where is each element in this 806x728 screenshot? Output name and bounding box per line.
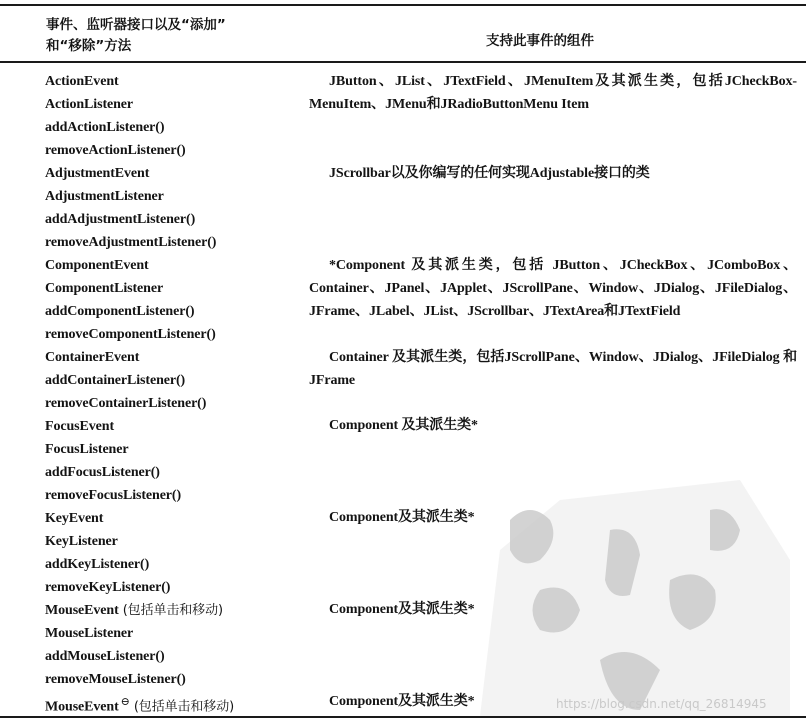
list-item: [45, 162, 234, 185]
list-item: [45, 461, 234, 484]
list-item: [45, 484, 234, 507]
description-text: Component 及其派生类*: [329, 418, 478, 433]
item-name: addMouseListener(): [45, 649, 165, 664]
watermark-url: https://blog.csdn.net/qq_26814945: [556, 697, 767, 711]
footnote-marker: ⊖: [120, 696, 130, 708]
list-item: [45, 392, 234, 415]
list-item: [45, 300, 234, 323]
item-name: addComponentListener(): [45, 304, 195, 319]
item-note: (包括单击和移动): [118, 603, 223, 618]
item-name: ActionListener: [45, 97, 134, 112]
list-item: [45, 553, 234, 576]
list-item: [45, 208, 234, 231]
description-focus: [309, 414, 797, 437]
list-item: [45, 93, 234, 116]
item-name: MouseEvent: [45, 699, 119, 715]
list-item: [45, 530, 234, 553]
header-right: 支持此事件的组件: [486, 33, 594, 49]
list-item: [45, 507, 234, 530]
item-name: removeComponentListener(): [45, 327, 216, 342]
item-name: KeyEvent: [45, 511, 104, 526]
list-item: [45, 116, 234, 139]
list-item: [45, 415, 234, 438]
item-name: removeKeyListener(): [45, 580, 171, 595]
description-text: *Component 及其派生类，包括 JButton、JCheckBox、JComboBox、Container、JPanel、JApplet、JScrollPane、Window、JDialog、JFileDialog、JFrame、JLabel、JList、JScrollbar、JTextArea和JTextField: [309, 258, 797, 319]
item-name: AdjustmentListener: [45, 189, 164, 204]
description-container: [309, 346, 797, 392]
item-name: AdjustmentEvent: [45, 166, 150, 181]
description-text: Component及其派生类*: [329, 602, 475, 617]
description-key: [309, 506, 797, 529]
list-item: [45, 576, 234, 599]
item-name: addActionListener(): [45, 120, 165, 135]
item-name: addContainerListener(): [45, 373, 186, 388]
item-name: MouseListener: [45, 626, 134, 641]
item-name: FocusEvent: [45, 419, 115, 434]
item-name: removeContainerListener(): [45, 396, 207, 411]
description-text: JScrollbar以及你编写的任何实现Adjustable接口的类: [329, 166, 650, 181]
item-name: ActionEvent: [45, 74, 119, 89]
item-name: removeMouseListener(): [45, 672, 186, 687]
list-item: [45, 346, 234, 369]
description-text: Component及其派生类*: [329, 694, 475, 709]
table-top-rule: [0, 4, 806, 6]
item-name: ComponentEvent: [45, 258, 149, 273]
list-item: [45, 70, 234, 93]
description-mouse: [309, 598, 797, 621]
list-item: [45, 668, 234, 691]
item-name: addKeyListener(): [45, 557, 150, 572]
list-item: [45, 438, 234, 461]
header-left-line2: 和“移除”方法: [46, 38, 132, 54]
list-item: [45, 369, 234, 392]
header-left: [46, 15, 276, 57]
item-note: (包括单击和移动): [129, 699, 235, 715]
item-name: KeyListener: [45, 534, 118, 549]
item-name: MouseEvent: [45, 603, 119, 618]
event-listener-list: [45, 70, 234, 714]
list-item: [45, 185, 234, 208]
list-item: [45, 139, 234, 162]
item-name: ContainerEvent: [45, 350, 140, 365]
description-action: [309, 70, 797, 116]
description-text: JButton、JList、JTextField、JMenuItem及其派生类，包括JCheckBox-MenuItem、JMenu和JRadioButtonMenu Item: [309, 74, 797, 112]
list-item: [45, 599, 234, 622]
header-left-line1: 事件、监听器接口以及“添加”: [46, 17, 226, 33]
item-name: addFocusListener(): [45, 465, 160, 480]
item-name: FocusListener: [45, 442, 129, 457]
table-bottom-rule: [0, 716, 806, 718]
list-item: [45, 231, 234, 254]
list-item: [45, 645, 234, 668]
item-name: removeActionListener(): [45, 143, 186, 158]
item-name: removeAdjustmentListener(): [45, 235, 217, 250]
item-name: addAdjustmentListener(): [45, 212, 196, 227]
description-adjustment: [309, 162, 797, 185]
table-header-rule: [0, 61, 806, 63]
description-text: Component及其派生类*: [329, 510, 475, 525]
description-text: Container 及其派生类，包括JScrollPane、Window、JDialog、JFileDialog 和JFrame: [309, 350, 797, 388]
item-name: removeFocusListener(): [45, 488, 182, 503]
list-item: [45, 691, 234, 714]
list-item: [45, 323, 234, 346]
list-item: [45, 254, 234, 277]
list-item: [45, 277, 234, 300]
description-component: [309, 254, 797, 323]
item-name: ComponentListener: [45, 281, 164, 296]
seal-watermark: [440, 440, 800, 716]
list-item: [45, 622, 234, 645]
